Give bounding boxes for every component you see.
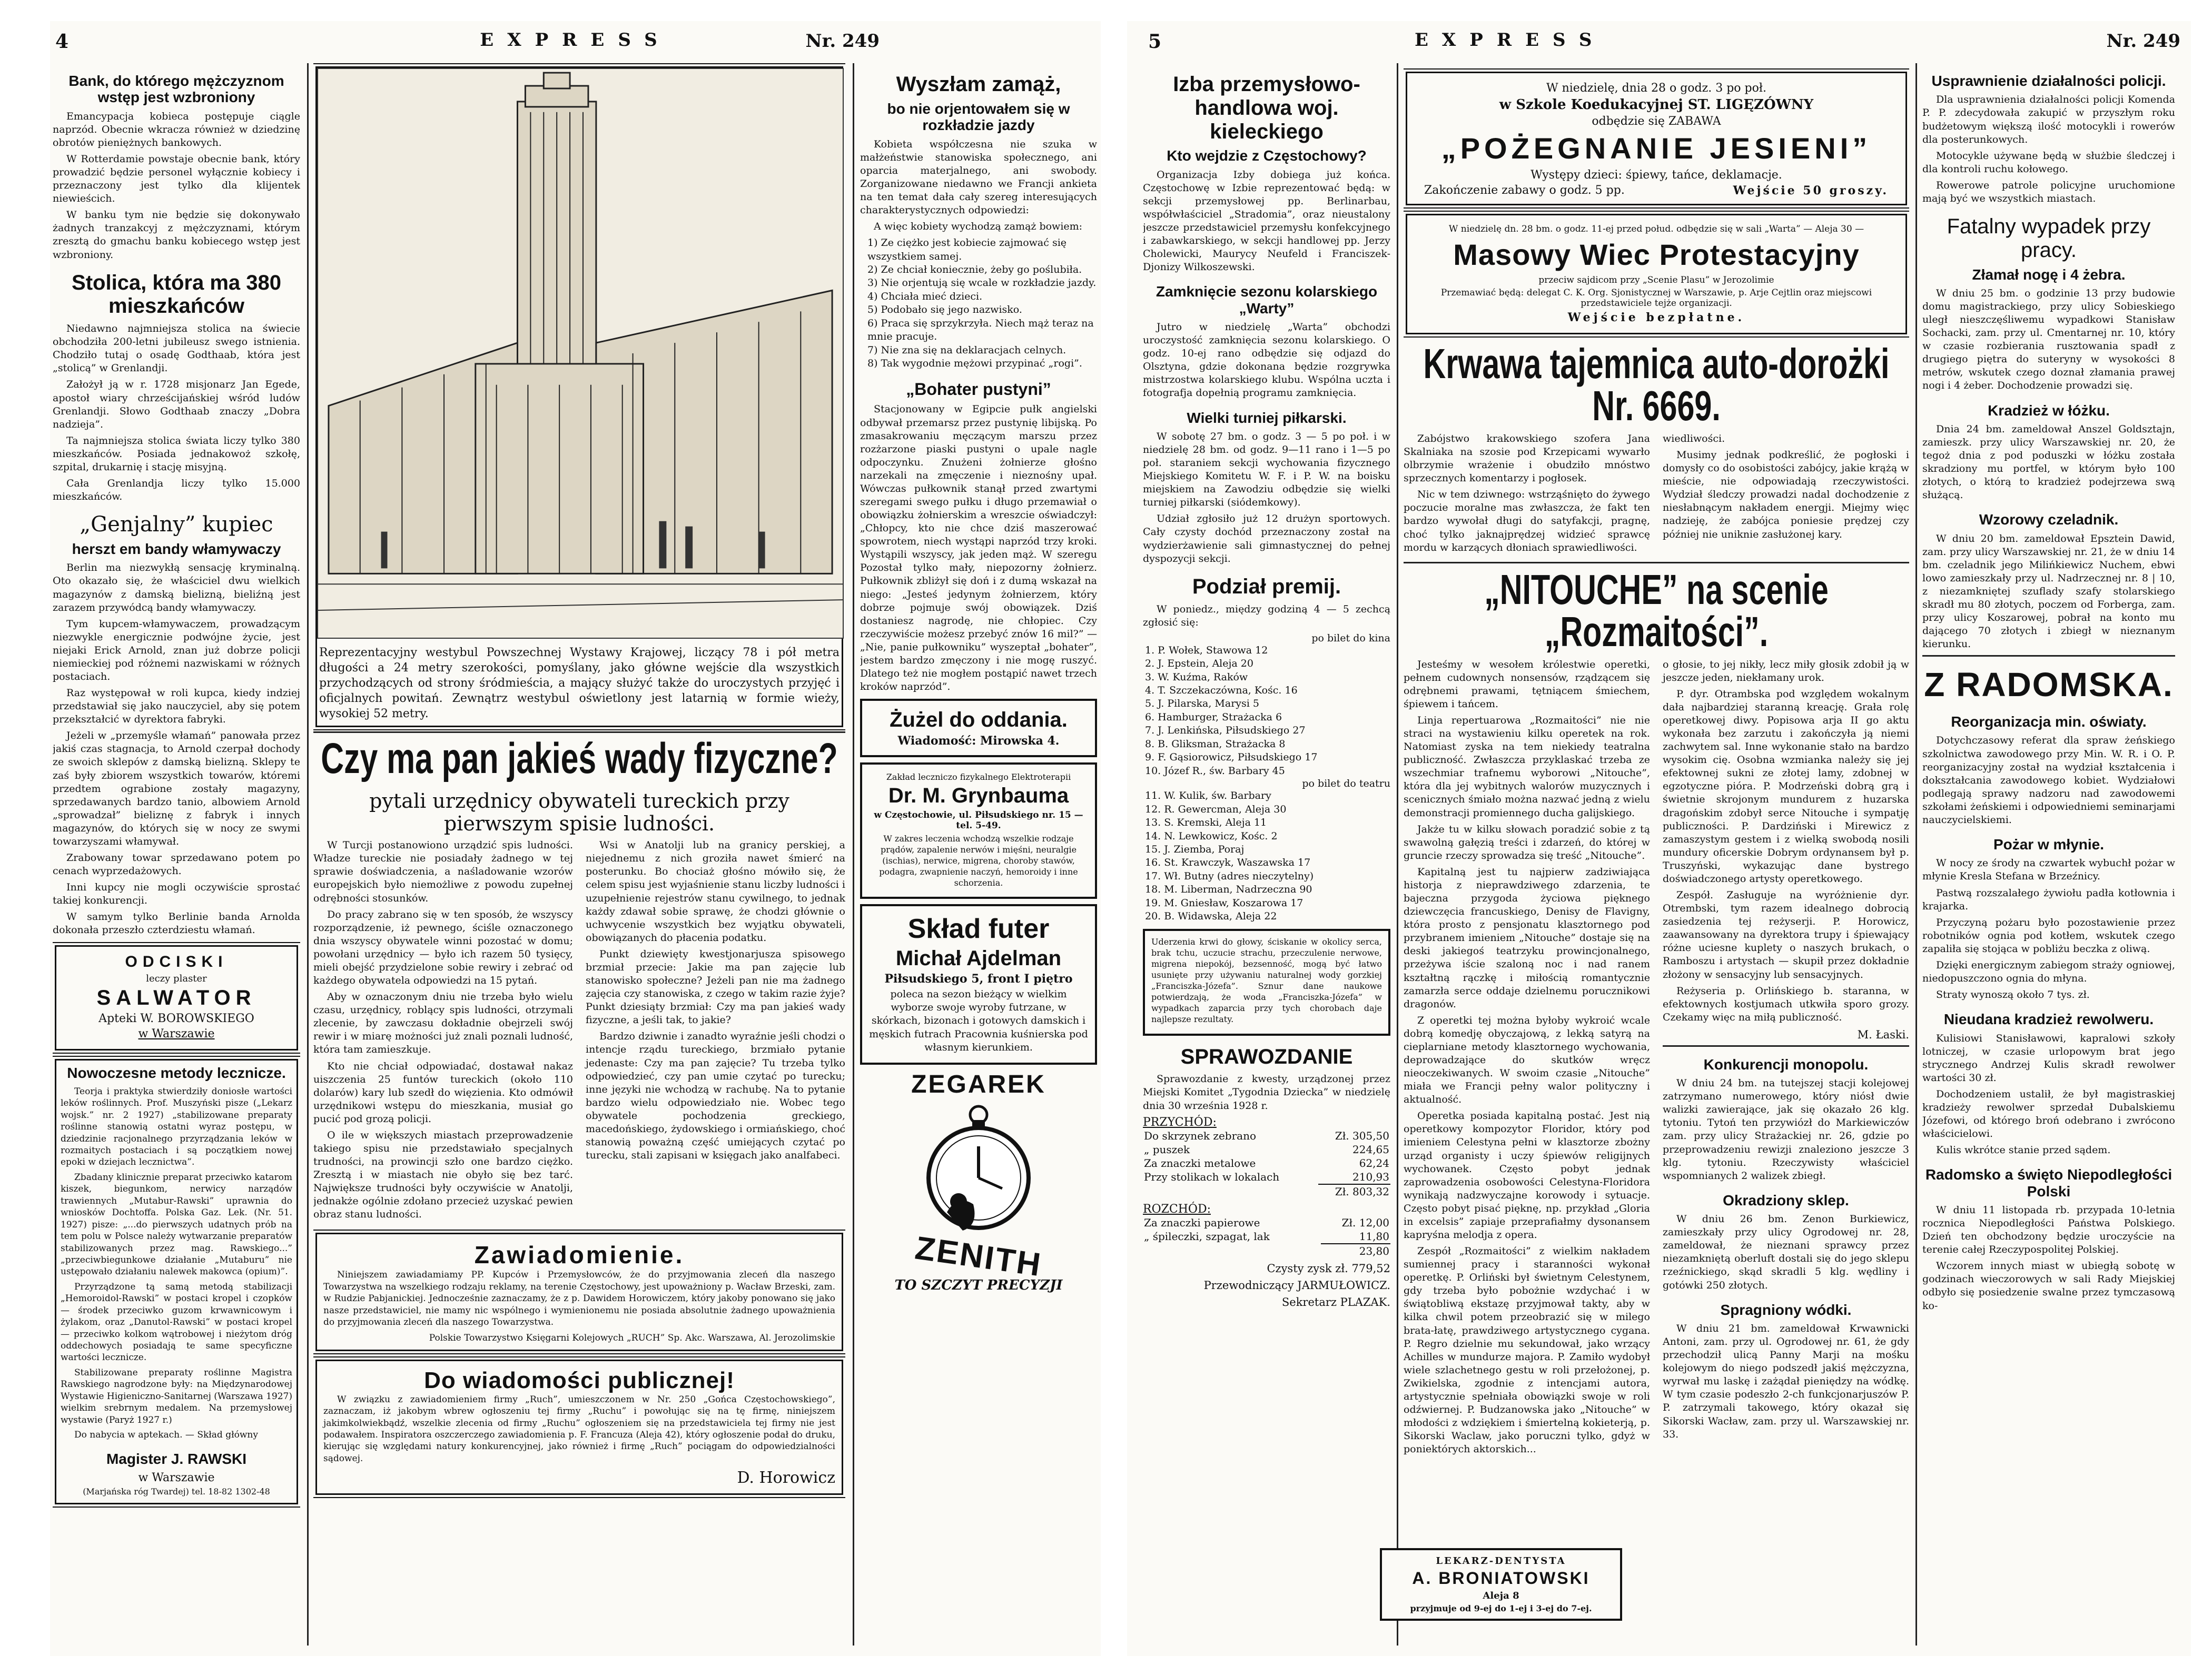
paragraph: W dniu 26 bm. Zenon Burkiewicz, zamieszkały przy ulicy Ogrodowej nr. 28, zameldował, że nieznani sprawcy przez niezamkniętą oberluft dostali się do jego sklepu rzeźnickiego, skąd skradli 5 klg. wędliny i gotówki 250 złotych.: [1663, 1213, 1909, 1291]
headline: Wyszłam zamąż,: [896, 73, 1061, 96]
ad-line: W niedzielę dn. 28 bm. o godz. 11-ej przed połud. odbędzie się w sali „Warta” — Aleja 30 —: [1448, 224, 1864, 234]
list-item: 15. J. Ziemba, Poraj: [1145, 844, 1245, 855]
table-cell: [1143, 1244, 1321, 1258]
article-col: [1404, 658, 1650, 1460]
ad-line: Apteki W. BOROWSKIEGO: [98, 1012, 254, 1026]
paragraph: Wczorem innych miast w ubiegłą sobotę w godzinach wieczorowych w sali Rady Miejskiej odbyło się posiedzenie swalne przez tymczasową ko-: [1922, 1260, 2175, 1312]
masthead-title: EXPRESS: [480, 29, 671, 51]
ad-title: Żużel do oddania.: [890, 708, 1068, 732]
column-rule: [853, 63, 854, 1646]
section-banner: Z RADOMSKA.: [1924, 666, 2174, 704]
ad-title: ZEGAREK: [911, 1070, 1046, 1098]
paragraph: W Rotterdamie powstaje obecnie bank, który prowadzić będzie personel wyłącznie kobiecy i przeznaczony jest tylko dla klijentek niewieścich.: [53, 153, 300, 205]
paragraph: Do pracy zabrano się w ten sposób, że wszyscy rozporządzenie, iż pewnego, ściśle oznaczonego dnia wszyscy obywatele winni pozostać w domu; powołani urzędnicy — było ich razem 50 tysięcy, mieli obejść przydzielone sobie rewiry i zebrać od każdego obywatela odpowiedzi na 15 pytań.: [313, 908, 573, 987]
list-item: 4. T. Szczekaczówna, Kośc. 16: [1145, 685, 1298, 697]
list-item: 5. J. Pilarska, Marysi 5: [1145, 698, 1259, 710]
list-item: 12. R. Gewercman, Aleja 30: [1145, 803, 1287, 815]
table-cell: Za znaczki papierowe: [1144, 1216, 1260, 1229]
table-cell: 62,24: [1359, 1156, 1389, 1170]
table-cell: Przy stolikach w lokalach: [1144, 1171, 1280, 1184]
table-row: [1143, 1184, 1390, 1198]
headline: Kradzież w łóżku.: [1988, 402, 2110, 419]
ad-line: przyjmuje od 9-ej do 1-ej i 3-ej do 7-ej.: [1410, 1603, 1592, 1613]
headline: Wzorowy czeladnik.: [1979, 511, 2119, 528]
paragraph: Niedawno najmniejsza stolica na świecie obchodziła 200-letni jubileusz swego istnienia. Chodziło tutaj o osadę Godthaab, która jest „stolicą” w Grenlandji.: [53, 323, 300, 374]
paragraph: Sprawozdanie z kwesty, urządzonej przez Miejski Komitet „Tygodnia Dziecka” w niedzielę dnia 30 września 1928 r.: [1143, 1073, 1390, 1112]
list-item: 13. S. Kremski, Aleja 11: [1145, 817, 1267, 829]
left-page-header: [50, 21, 1101, 58]
ad-title: A. BRONIATOWSKI: [1412, 1569, 1590, 1588]
paragraph: Ta najmniejsza stolica świata liczy tylko 380 mieszkańców. Posiada jednakowoż szkołę, szpital, drukarnię i stację misyjną.: [53, 434, 300, 473]
ad-title: ODCISKI: [125, 953, 228, 971]
ad-text: W zakres leczenia wchodzą wszelkie rodzaje prądów, zapalenie nerwów i mięśni, neuralgie (ischias), nerwice, migrena, choroby stawów, podagra, zwapnienie naczyń, hemoroidy i inne schorzenia.: [879, 833, 1078, 888]
paragraph: Zespół. Zasługuje na wyróżnienie dyr. Otrembski, tym razem idealnego dobrocią zasiedzenia tej reżyserji. P. Horowicz, zaawansowany na dyrektora trupy i śpiewający różne uciesne kuplety o naszych brukach, o Ramboszu i artystach — skupił przez dokładnie złożony w sensacyjny lub sensacyjnych.: [1663, 889, 1909, 980]
report-net: Czysty zysk zł. 779,52: [1267, 1262, 1390, 1275]
headline: Radomsko a święto Niepodległości Polski: [1925, 1166, 2172, 1200]
paragraph: Linja repertuarowa „Rozmaitości” nie nie straci na wystawieniu kilku operetek na rok. Natomiast zyska na tem niekiedy teatralna publiczność. Zwłaszcza przyklaskać trzeba ze wszechmiar trafnemu wyborowi „Nitouche”, która dla jej wybitnych walorów muzycznych i scenicznych śmiało można nazwać jedną z wielu demonstracji promiennego ducha galijskiego.: [1404, 715, 1650, 819]
paragraph: Organizacja Izby dobiega już końca. Częstochowę w Izbie reprezentować będą: w sekcji przemysłowej pp. Berlinarbau, współwłaściciel „Stradomia”, oraz nieustalony jeszcze przedstawiciel przemysłu konfekcyjnego i zabawkarskiego, w sekcji handlowej pp. Jerzy Cholewicki, Maurycy Neufeld i Franciszek-Djonizy Wilkoszewski.: [1143, 169, 1390, 273]
left-col-4: [860, 63, 1097, 1646]
headline: „Bohater pustyni”: [906, 379, 1051, 399]
reasons-list: [860, 236, 1097, 371]
headline: Zamknięcie sezonu kolarskiego „Warty”: [1156, 283, 1378, 316]
list-item: 9. F. Gąsiorowicz, Piłsudskiego 17: [1145, 751, 1318, 764]
ad-line: Aleja 8: [1483, 1590, 1519, 1601]
article-col: [586, 839, 845, 1224]
headline: Podział premij.: [1192, 574, 1341, 598]
list-item: 19. M. Gniesław, Koszarowa 17: [1145, 897, 1303, 909]
divider: [1404, 562, 1909, 563]
paragraph: Pastwą rozszalałego żywiołu padła kotłownia i krajarka.: [1922, 887, 2175, 912]
headline: Nieudana kradzież rewolweru.: [1943, 1011, 2154, 1028]
headline: Stolica, która ma 380 mieszkańców: [72, 271, 281, 318]
ad-signature: Magister J. RAWSKI: [106, 1450, 247, 1467]
paragraph: W Turcji postanowiono urządzić spis ludności. Władze tureckie nie posiadały żadnego w tej sprawie doświadczenia, a naśladowanie wzorów europejskich było niemożliwe z powodu zupełnej odrębności stosunków.: [313, 839, 573, 904]
table-cell: 11,80: [1359, 1230, 1389, 1243]
ad-title: Zawiadomienie.: [474, 1241, 685, 1269]
paragraph: W samym tylko Berlinie banda Arnolda dokonała przeszło czterdziestu włamań.: [53, 911, 300, 936]
headline: Izba przemysłowo-handlowa woj. kieleckiego: [1173, 73, 1360, 143]
list-item: 4) Chciała mieć dzieci.: [867, 290, 983, 302]
ad-text: W związku z zawiadomieniem firmy „Ruch”, umieszczonem w Nr. 250 „Gońca Częstochowskiego”, zaznaczam, iż jakobym wbrew ogłoszeniu tej firmy „Ruchu” i powołując się na tę firmę, niniejszem jakimkolwiekbądź, wszelkie zlecenia od firmy „Ruchu” ogłoszeniem się na przedstawiciela tej firmy nie jest podawałem. Inspiratora oszczerczego zawiadomienia p. F. Francuza (Aleja 42), który ogłoszenie podał do druku, kierując się względami natury konkurencyjnej, jako również i firmę „Ruch” pociągam do odpowiedzialności sądowej.: [323, 1394, 835, 1464]
paragraph: Z operetki tej można byłoby wykroić wcale dobrą komedję obyczajową, z lekką satyrą na cieplarniane metody klasztornego wychowania, deprowadzające do skutków wręcz nieoczekiwanych. W swoim czasie „Nitouche” miała we Francji pełny walor polityczny i aktualność.: [1404, 1014, 1650, 1106]
paragraph: W dniu 24 bm. na tutejszej stacji kolejowej zatrzymano numerowego, który niósł dwie walizki zawierające, jak się okazało 26 klg. tytoniu. Tytoń ten przywiózł do Markiewiczów zam. przy ulicy Strażackiej nr. 26, gdzie po przeprowadzeniu rewizji znaleziono jeszcze 3 klg. tytoniu. Rzeczywisty właściciel wspomnianych 2 walizek zbiegł.: [1663, 1077, 1909, 1182]
ad-line: leczy plaster: [146, 973, 207, 985]
ad-line: w Warszawie: [138, 1027, 215, 1041]
report-expense-table: [1143, 1216, 1390, 1258]
ad-title: Skład futer: [907, 914, 1050, 945]
ad-signature: Polskie Towarzystwo Księgarni Kolejowych „RUCH” Sp. Akc. Warszawa, Al. Jerozolimskie: [429, 1332, 835, 1343]
headline: Pożar w młynie.: [1993, 836, 2105, 853]
paragraph: Cała Grenlandja liczy tylko 15.000 mieszkańców.: [53, 478, 300, 503]
article-col: [313, 839, 573, 1224]
list-item: 1) Ze ciężko jest kobiecie zajmować się wszystkiem samej.: [867, 237, 1067, 262]
ad-brand: SALWATOR: [96, 986, 256, 1010]
ad-line: odbędzie się ZABAWA: [1592, 115, 1721, 128]
list-item: 16. St. Krawczyk, Waszawska 17: [1145, 857, 1311, 869]
ad-title: „POŻEGNANIE JESIENI”: [1441, 132, 1872, 165]
paragraph: Kto nie chciał odpowiadać, dostawał nakaz uiszczenia 25 funtów tureckich (około 110 dolarów) kary lub szedł do więzienia. Kto odmówił urzędnikowi wstępu do mieszkania, musiał go pucić pod grozą policji.: [313, 1060, 573, 1125]
list-item: 6. Hamburger, Strażacka 6: [1145, 711, 1282, 723]
right-col-4: [1922, 63, 2175, 1646]
ad-odciski: [55, 945, 298, 1050]
ad-wiec-protestacyjny: [1406, 214, 1907, 334]
paragraph: W poniedz., między godziną 4 — 5 zechcą zgłosić się:: [1143, 603, 1390, 628]
masthead-title: EXPRESS: [1414, 29, 1606, 51]
figure-frame: [315, 66, 843, 727]
paragraph: W sobotę 27 bm. o godz. 3 — 5 po poł. i w niedzielę 28 bm. od godz. 9—11 rano i 1—5 po poł. staraniem sekcji wychowania fizycznego Miejskiego Komitetu W. F. i P. W. na boisku miejskiem na Zawodziu odbędzie się wielki turniej piłkarski (siódemkowy).: [1143, 430, 1390, 509]
report-expense-heading: ROZCHÓD:: [1143, 1202, 1211, 1216]
table-cell: Za znaczki metalowe: [1144, 1156, 1256, 1170]
paragraph: Założył ją w r. 1728 misjonarz Jan Egede, apostoł wiary chrześcijańskiej wśród ludów Grenlandji. Słowo Godthaab znaczy „Dobra nadzieja”.: [53, 379, 300, 430]
left-col-1: [53, 63, 300, 1646]
ad-broniatowski: [1380, 1548, 1622, 1621]
list-item: 14. N. Lewkowicz, Kośc. 2: [1145, 830, 1278, 842]
ad-do-wiadomosci: [315, 1360, 843, 1495]
issue-number: Nr. 249: [805, 31, 880, 52]
paragraph: O ile w większych miastach przeprowadzenie takiego spisu nie przedstawiało specjalnych trudności, na prowincji szło one bardzo ciężko. Zresztą i w miastach nie obyło się bez tarć. Największe trudności były oczywiście w Anatolji, jednakże ogólnie zdołano przecież uzyskać pewien obraz stanu ludności.: [313, 1129, 573, 1221]
headline: Wielki turniej piłkarski.: [1187, 409, 1347, 426]
list-item: 6) Praca się sprzykrzyła. Niech mąż teraz na mnie pracuje.: [867, 317, 1094, 343]
article-col: [1663, 658, 1909, 1460]
ad-line: Zakład leczniczo fizykalnego Elektroterapii: [886, 771, 1071, 782]
ad-line: LEKARZ-DENTYSTA: [1436, 1555, 1566, 1567]
paragraph: Inni kupcy nie mogli oczywiście sprostać takiej konkurencji.: [53, 881, 300, 907]
list-item: 3. W. Kuźma, Raków: [1145, 671, 1248, 683]
column-rule: [307, 63, 309, 1646]
article-columns: [313, 839, 845, 1224]
paragraph: Przyczyną pożaru było pozostawienie przez robotników ognia pod kotłem, wskutek czego zapaliła się stojąca w pobliżu beczka z oliwą.: [1922, 916, 2175, 955]
ad-line: Przemawiać będą: delegat C. K. Org. Sjonistycznej w Warszawie, p. Arje Cejtlin oraz miejscowi przedstawiciele tejże organizacji.: [1440, 288, 1872, 309]
page-number: 5: [1148, 31, 1162, 53]
ad-line: Piłsudskiego 5, front I piętro: [884, 972, 1073, 986]
paragraph: Jesteśmy w wesołem królestwie operetki, pełnem cudownych nonsensów, rządzącem się odrębnemi prawami, tętniącem śmiechem, śpiewem i tańcem.: [1404, 658, 1650, 710]
headline: Okradziony sklep.: [1723, 1192, 1849, 1208]
article-banner: Czy ma pan jakieś wady fizyczne?: [321, 735, 838, 783]
list-item: 10. Józef R., św. Barbary 45: [1145, 765, 1285, 777]
ad-line: Zakończenie zabawy o godz. 5 pp.: [1424, 184, 1625, 197]
article-subtitle: pytali urzędnicy obywateli tureckich przy pierwszym spisie ludności.: [369, 789, 789, 835]
ad-text: Uderzenia krwi do głowy, ściskanie w okolicy serca, brak tchu, uczucie strachu, przeczulenie nerwowe, migrena niepokój, bezsenność, mogą być łatwo usunięte przy używaniu naturalnej wody gorzkiej „Franciszka-Józefa”. Sznur dane naukowe potwierdzają, że woda „Franciszka-Józefa” w wypadkach zaparcia przy tych chorobach daje najlepsze rezultaty.: [1151, 936, 1382, 1025]
paragraph: Zabójstwo krakowskiego szofera Jana Skalniaka na szosie pod Krzepicami wywarło olbrzymie wrażenie i obudziło mnóstwo sprzecznych komentarzy i pogłosek.: [1404, 433, 1650, 484]
paragraph: Aby w oznaczonym dniu nie trzeba było wielu czasu, urzędnicy, roblący spis ludności, otrzymali zlecenie, by zawczasu dokładnie obejrzeli swój rewir i w miarę możności już znali poznali ludność, która tam zamieszkuje.: [313, 991, 573, 1056]
paragraph: Zrabowany towar sprzedawano potem po cenach wyprzedażowych.: [53, 851, 300, 877]
ad-nowoczesne-metody: [55, 1059, 298, 1504]
right-page-header: [1127, 21, 2191, 58]
paragraph: Dnia 24 bm. zameldował Anszel Goldsztajn, zamieszk. przy ulicy Warszawskiej nr. 20, że tegoż dnia z pod poduszki w łóżku została skradziony mu portfel, w którym było 100 złotych, o którą to kradzież podejrzewa swą służącą.: [1922, 423, 2175, 501]
paragraph: o głosie, to jej nikły, lecz miły głosik zdobił ją w jeszcze jeden, niekłamany urok.: [1663, 658, 1909, 683]
paragraph: Wsi w Anatolji lub na granicy perskiej, a niejednemu z nich groziła nawet śmierć na posterunku. Bo chociaż głośno mówiło się, że celem spisu jest wyjaśnienie stanu liczby ludności i uzupełnienie rejestrów stanu cywilnego, to jednak każdy zdawał sobie sprawę, że chodzi głównie o uchwycenie wszystkich bez wyjątku obywateli, obowiązanych do płacenia podatku.: [586, 839, 845, 944]
paragraph: W dniu 25 bm. o godzinie 13 przy budowie domu magistrackiego, przy ulicy Sobieskiego uległ nieszczęśliwemu wypadkowi Stanisław Sochacki, zam. przy ul. Cmentarnej nr. 10, który w czasie rozbierania rusztowania spadł z drugiego piętra do suteryny w wysokości 8 metrów, wskutek czego doznał złamania prawej nogi i 4 żeber. Dochodzenie prowadzi się.: [1922, 287, 2175, 392]
table-row: [1143, 1230, 1390, 1244]
paragraph: Dotychczasowy referat dla spraw żeńskiego szkolnictwa zawodowego przy Min. W. R. i O. P. reorganizacyjny został na wydział kształcenia i dokształcania zawodowego kobiet. Wydziałowi podlegają sprawy nadzoru nad zawodowemi szkołami żeńskiemi i odpowiedniemi seminarjami nauczycielskiemi.: [1922, 735, 2175, 826]
ad-title: Do wiadomości publicznej!: [424, 1367, 735, 1393]
paragraph: Do nabycia w aptekach. — Skład główny: [74, 1430, 258, 1441]
list-item: 8. B. Gliksman, Strażacka 8: [1145, 738, 1286, 750]
paragraph: Kulis wkrótce stanie przed sądem.: [1936, 1144, 2111, 1156]
paragraph: Straty wynoszą około 7 tys. zł.: [1936, 989, 2090, 1001]
ad-signature: D. Horowicz: [737, 1469, 835, 1488]
list-item: 5) Podobało się jego nazwisko.: [867, 304, 1022, 316]
paragraph: W dniu 11 listopada rb. przypada 10-letnia rocznica Niepodległości Państwa Polskiego. Dzień ten obchodzony będzie uroczyście na terenie całej Rzeczypospolitej Polskiej.: [1922, 1204, 2175, 1256]
table-cell: „ puszek: [1144, 1143, 1190, 1156]
prize-list-cinema: [1143, 644, 1390, 778]
table-row: [1143, 1129, 1390, 1143]
report-income-heading: PRZYCHÓD:: [1143, 1115, 1217, 1129]
headline: Spragniony wódki.: [1720, 1301, 1852, 1318]
headline: Nowoczesne metody lecznicze.: [67, 1065, 286, 1082]
pocket-watch-icon: [900, 1099, 1058, 1236]
ad-brand: ZENITH: [913, 1230, 1044, 1284]
article-columns: [1404, 432, 1909, 558]
list-item: 2) Ze chciał koniecznie, żeby go poślubiła.: [867, 263, 1082, 275]
subheadline: bo nie orjentowałem się w rozkładzie jazdy: [887, 100, 1070, 134]
report-income-table: [1143, 1129, 1390, 1198]
paragraph: Nic w tem dziwnego: wstrząśnięto do żywego poczucie moralne mas zwłaszcza, że fakt ten bardzo wywołał długi do satyfakcji, pragnę, choć tylko jaknajprędzej widzieć sprawcę mordu w karzących dłoniach sprawiedliwości.: [1404, 489, 1650, 553]
ad-text: Niniejszem zawiadamiamy PP. Kupców i Przemysłowców, że do przyjmowania zleceń dla naszego Towarzystwa na wszelkiego rodzaju reklamy, na terenie Częstochowy, jest upoważniony p. Wacław Brzeski, zam. w Rudzie Pabjanickiej. Jednocześnie zaznaczamy, że z p. Dawidem Horowiczem, który jakoby ponowano się jako nasze przedstawiciel, nie mamy nic wspólnego i wymienionemu nie posiada absolutnie żadnego upoważnienia do przyjmowania zleceń dla naszego Towarzystwa.: [323, 1270, 835, 1328]
ad-line: w Częstochowie, ul. Piłsudskiego nr. 15 — tel. 5-49.: [874, 809, 1083, 831]
paragraph: Teorja i praktyka stwierdziły doniosłe wartości leków roślinnych. Prof. Muszyński pisze („Lekarz wojsk.” nr. 2 1927) „stabilizowane preparaty roślinne stanowią ostatni wyraz postępu, w dziedzinie racjonalnego przyrządzania leków w rozmaitych postaciach i są początkiem nowej epoki w dziejach lecznictwa”.: [61, 1086, 292, 1168]
ad-franciszek-jozef: [1143, 929, 1390, 1036]
paragraph: Tym kupcem-włamywaczem, prowadzącym niezwykle energicznie podwójne życie, jest niejaki Erick Arnold, znan już dobrze policji niemieckiej pod różnemi nazwiskami w różnych postaciach.: [53, 618, 300, 682]
paragraph: Punkt dziewięty kwestjonarjusza spisowego brzmiał przecie: Jakie ma pan zajęcie lub stanowisko społeczne? Jeżeli pan nie ma żadnego zajęcia czy stanowiska, z czego w takim razie żyje? Punkt dziesiąty brzmiał: Czy ma pan jakieś wady fizyczne, a jeśli tak, to jakie?: [586, 948, 845, 1026]
headline: Reorganizacja min. oświaty.: [1951, 713, 2147, 730]
table-row: [1143, 1156, 1390, 1170]
prize-group-label: po bilet do teatru: [1302, 778, 1390, 790]
ad-line: Występy dzieci: śpiewy, tańce, deklamacje.: [1530, 169, 1782, 182]
ad-brand: Michał Ajdelman: [895, 946, 1062, 970]
left-page: [50, 21, 1101, 1656]
list-item: 17. Wł. Butny (adres nieczytelny): [1145, 870, 1314, 882]
paragraph: Musimy jednak podkreślić, że pogłoski i domysły co do osobistości zabójcy, jakie krążą w mieście, nie odpowiadają rzeczywistości. Wydział śledczy prowadzi nadal dochodzenie z niesłabnącym nakładem energji. Miejmy więc nadzieję, że zabójca poniesie prędzej czy później nie uniknie zasłużonej kary.: [1663, 449, 1909, 540]
paragraph: Dochodzeniem ustalił, że był magistraskiej kradzieży rewolwer sprzedał Dubalskiemu Józefowi, od którego broń odebrano i zwrócono właścicielowi.: [1922, 1088, 2175, 1140]
exhibition-building-illustration: [317, 68, 844, 639]
ad-pozegnanie-jesieni: [1406, 72, 1907, 205]
column-rule: [1397, 63, 1398, 1646]
paragraph: W banku tym nie będzie się dokonywało żadnych tranzakcyj z mężczyznami, którym zresztą do gmachu banku kobiecego wstęp jest wzbroniony.: [53, 209, 300, 261]
list-item: 1. P. Wołek, Stawowa 12: [1145, 644, 1268, 656]
page-number: 4: [55, 31, 69, 53]
list-item: 8) Tak wygodnie mężowi przypinać „rogi”.: [867, 358, 1082, 370]
list-item: 3) Nie orjentują się wcale w rozkładzie jazdy.: [867, 277, 1097, 289]
table-row: [1143, 1244, 1390, 1258]
figure-caption: Reprezentacyjny westybul Powszechnej Wystawy Krajowej, liczący 78 i pół metra długości a 24 metry szerokości, pomyślany, jako główne wejście dla wszystkich przychodzących od strony śródmieścia, a mający służyć także do uroczystych przyjęć i oficjalnych powitań. Zewnątrz westybul oświetlony jest latarnią w formie wieży, wysokiej 52 metry.: [319, 646, 840, 721]
paragraph: Reżyseria p. Orlińskiego b. staranna, w efektownych kostjumach utkwiła sporo grozy. Czekamy więc na miłą publiczność.: [1663, 985, 1909, 1023]
paragraph: Kobieta współczesna nie szuka w małżeństwie stanowiska społecznego, ani oparcia materjalnego, ani swobody. Zorganizowane niedawno we Francji ankieta na ten temat dała cały szereg interesujących charakterystycznych odpowiedzi:: [860, 138, 1097, 216]
ad-line: Wejście 50 groszy.: [1733, 184, 1889, 197]
paragraph: Dzięki energicznym zabiegom straży ogniowej, niedopuszczono ognia do młyna.: [1922, 959, 2175, 985]
paragraph: Dla usprawnienia działalności policji Komenda P. P. zdecydowała zakupić w przyszłym roku budżetowym większą ilość motocykli i rowerów dla posterunkowych.: [1922, 94, 2175, 145]
paragraph: Kapitalną jest tu najpierw zadziwiająca historja z nieprawdziwego zdarzenia, te bajeczna przygoda życiowa pięknego dziewczęcia francuskiego, Denisy de Flavigny, która prosto z pensjonatu klasztornego pod przybranem imieniem „Nitouche” dostaje się na deski jakiegoś teatrzyku prowincjonalnego, przeżywa iście szaloną noc i nad ranem kształtną rączkę i miłością romantycznie zamarzła serce oddaje dzielnemu porucznikowi dragonów.: [1404, 866, 1650, 1010]
right-middle-block: [1404, 63, 1909, 1646]
headline: Fatalny wypadek przy pracy.: [1947, 214, 2151, 262]
prize-list-theatre: [1143, 789, 1390, 924]
table-cell: Do skrzynek zebrano: [1144, 1129, 1256, 1142]
subheadline: herszt em bandy włamywaczy: [72, 540, 281, 557]
paragraph: Zespół „Rozmaitości” z wielkim nakładem sumiennej pracy i staranności wykonał operetkę. P. Orliński był świetnym Celestynem, gdy trzeba było pobożnie wzdychać i w świątobliwą ekstazę przyjmował takty, aby w kilka chwil potem przeobrazić się w milego brata-łatę, prawdziwego artystycznego cygana. P. Regro dzielnie mu sekundował, jako wrzący Achilles w mundurze majora. P. Zamiło wydobył wiele szlachetnego gestu w roli przełożonej, p. Zwikielska, zgodnie z intencjami autora, artystycznie spełniała obowiązki swoje w roli odźwiernej. P. Budzanowska jako „Nitouche” w młodości z wdziękiem i śmiertelną kokieterją, p. Sikorski Waclaw, jako poruczni tylko, gdyż w poniektórych aktorskich...: [1404, 1245, 1650, 1455]
ad-line: przeciw sajdicom przy „Scenie Plasu” w Jerozolimie: [1538, 275, 1774, 285]
table-cell: Zł. 12,00: [1341, 1216, 1389, 1229]
page-gutter: [1101, 0, 1127, 1665]
table-cell: Zł. 803,32: [1318, 1184, 1390, 1198]
paragraph: Udział zgłosiło już 12 drużyn sportowych. Cały czysty dochód przeznaczony został na wydzierżawienie sali gimnastycznej do pełnej dyspozycji sekcji.: [1143, 513, 1390, 564]
article-banner: Krwawa tajemnica auto-dorożki Nr. 6669.: [1423, 340, 1890, 429]
ad-line: w Szkole Koedukacyjnej ST. LIGĘZÓWNY: [1499, 97, 1814, 113]
report-signature: Sekretarz PLAZAK.: [1281, 1295, 1390, 1309]
table-cell: Zł. 305,50: [1335, 1129, 1389, 1142]
table-row: [1143, 1216, 1390, 1230]
ad-zawiadomienie: [315, 1233, 843, 1351]
paragraph: Jeżeli w „przemyśle włamań” panowała przez jakiś czas stagnacja, to Arnold czerpał dochody ze swoich sklepów z damską bielizną. Sklepy te zaś były zbiorem wszystkich towarów, któremi przedtem ograbione zostały magazyny, sprzedawanych bardzo tanio, albowiem Arnold „sprowadzał” bieliznę z fabryk i innych magazynów, do których się w nocy ze swymi towarzyszami włamywał.: [53, 730, 300, 847]
paragraph: Bardzo dziwnie i zanadto wyraźnie jeśli chodzi o intencje rządu tureckiego, brzmiało pytanie jedenaste: Czy ma pan zajęcie? Tu trzeba tylko odpowiedzieć, czy pan umie czytać po turecku; inne języki nie wchodzą w rachubę. Na to pytanie bardzo wielu odpowiedziało nie. Wobec tego obywatele pochodzenia greckiego, macedońskiego, żydowskiego i ormiańskiego, choć stanowią poważną część umiejących czytać po turecku, stali zapisani w księgach jako analfabeci.: [586, 1030, 845, 1162]
paragraph: Jutro w niedzielę „Warta” obchodzi uroczystość zamknięcia sezonu kolarskiego. O godz. 10-ej rano odbędzie się odjazd do Olsztyna, gdzie dokonana będzie rozgrywka mistrzostwa kolarskiego klubu. Wspólna uczta i fotografja dopełnią programu zamknięcia.: [1143, 321, 1390, 399]
ad-title: Dr. M. Grynbauma: [888, 784, 1069, 807]
divider: [1922, 655, 2175, 657]
table-cell: 224,65: [1352, 1143, 1389, 1156]
list-item: 7. J. Lenkińska, Piłsudskiego 27: [1145, 725, 1306, 737]
table-cell: 210,93: [1352, 1170, 1389, 1183]
ad-zuzel: [860, 699, 1097, 757]
ad-text: poleca na sezon bieżący w wielkim wyborze swoje wyroby futrzane, w skórkach, bizonach i gotowych damskich i męskich futrach Pracownia kuśnierska pod własnym kierunkiem.: [869, 988, 1088, 1053]
divider: [1663, 1045, 1909, 1047]
paragraph: Stacjonowany w Egipcie pułk angielski odbywał przemarsz przez pustynię libijską. Po zmasakrowaniu męczącym marszu przez rozżarzone piaski pustyni o upale nagle odpoczynku. Znużeni żołnierze głośno narzekali na zmęczenie i nieznośny upał. Wówczas pułkownik stanął przed zwartymi szeregami swego pułku i długo przemawiał o obowiązku żołnierskim a wreszcie oświadczył: „Chłopcy, kto nie chce dziś maszerować spowrotem, niech wystąpi naprzód trzy kroki. Wystąpili wszyscy, jak jeden mąż. W szeregu Pozostał tylko mały, niepozorny żołnierz. Pułkownik zbliżył się doń i z dumą wskazał na niego: „Jesteś jedynym żołnierzem, który dobrze pojmuje swój obowiązek. Dziś dostaniesz nagrodę, nie chłopiec. Czy rzeczywiście możesz przebyć znów 16 mil?” — „Nie, panie pułkowniku” wyszeptał „bohater”, jestem bardzo zmęczony i nie mogę ruszyć. Dlatego też nie mogłem postąpić nawet trzech kroków naprzód”.: [860, 403, 1097, 693]
ad-title: Masowy Wiec Protestacyjny: [1453, 238, 1860, 271]
article-banner: „NITOUCHE” na scenie „Rozmaitości”.: [1484, 566, 1829, 655]
paragraph: Motocykle używane będą w służbie śledczej i dla kontroli ruchu kołowego.: [1922, 150, 2175, 175]
subheadline: Kto wejdzie z Częstochowy?: [1167, 147, 1367, 164]
paragraph: A więc kobiety wychodzą zamąż bowiem:: [874, 220, 1083, 232]
paragraph: Przyrządzone tą samą metodą stabilizacji „Hemoroidol-Rawski” w postaci kropel i czopków — środek przeciwko guzom krwawnicowym i żylakom, oraz „Danutol-Rawski” w postaci kropel — przeciwko kolkom wątrobowej i nieżytom dróg oddechowych posiadają te same specyficzne wartości lecznicze.: [61, 1281, 292, 1363]
paragraph: Kulisiowi Stanisławowi, kapralowi szkoły lotniczej, w czasie urlopowym brat jego strycznego Andrzej Kulis skradł rewolwer wartości 30 zł.: [1922, 1032, 2175, 1084]
table-row: [1143, 1143, 1390, 1156]
ad-line: Wejście bezpłatne.: [1567, 311, 1745, 324]
ad-grynbaum: [860, 762, 1097, 899]
prize-group-label: po bilet do kina: [1311, 632, 1390, 644]
paragraph: wiedliwości.: [1663, 433, 1725, 444]
paragraph: Stabilizowane preparaty roślinne Magistra Rawskiego nagrodzone były: na Międzynarodowej Wystawie Higieniczno-Sanitarnej (Warszawa 1927) wielkim srebrnym medalem. Na przemysłowej wystawie (Paryż 1927 r.): [61, 1367, 292, 1425]
right-col-1: [1143, 63, 1390, 1646]
ad-footer: [1414, 184, 1899, 197]
report-signature: Przewodniczący JARMUŁOWICZ.: [1203, 1279, 1390, 1292]
ad-tagline: TO SZCZYT PRECYZJI: [894, 1277, 1063, 1293]
paragraph: Operetka posiada kapitalną postać. Jest nią operetkowy kompozytor Floridor, który pod imieniem Celestyna pełni w klasztorze zbożny urząd organisty i uczy śpiewów religijnych wychowanek. Często pobyt jednak zaprowadzenia osobowości Celestyna-Floridora wynikają nadzwyczajne korowody i sytuacje. Często pobyt pisać pięknę, np. przykład „Gloria in excelsis” zapiaje przeprafiałmy dysonansem kapryśna melodja z opera.: [1404, 1110, 1650, 1241]
list-item: 7) Nie zna się na deklaracjach celnych.: [867, 344, 1066, 356]
paragraph: W dniu 20 bm. zameldował Epsztein Dawid, zam. przy ulicy Warszawskiej nr. 21, że w dniu 14 bm. czeladnik jego Milińkiewicz Nuchem, ebwi lowo zamieszkały przy ul. Nadrzecznej nr. 8 | 10, z niezamkniętej szuflady szafy stolarskiego skradł mu 80 złotych, poczem od Forberga, zam. przy ulicy Koszarowej, pobrał na konto mu dającego 70 złotych i zbiegł w nieznanym kierunku.: [1922, 532, 2175, 650]
paragraph: W dniu 21 bm. zameldował Krwawnicki Antoni, zam. przy ul. Ogrodowej nr. 61, że gdy przechodził ulicą Panny Marji na mośku kolejowym do niego podszedł jakiś mężczyzna, wyrwał mu laskę i zażądał pieniędzy na wódkę. W tym czasie podeszło 2-ch funkcjonarjuszów P. P. zatrzymali takowego, który okazał się Sikorski Wacław, zam. przy ul. Warszawskiej nr. 33.: [1663, 1322, 1909, 1440]
ad-line: W niedzielę, dnia 28 o godz. 3 po poł.: [1546, 82, 1766, 95]
paragraph: Rowerowe patrole policyjne uruchomione mają być we wszystkich miastach.: [1922, 179, 2175, 204]
paragraph: Zbadany klinicznie preparat przeciwko katarom kiszek, biegunkom, nerwicy narządów trawiennych „Mutabur-Rawski” uprawnia do wniosków Dochtoffa. Polska Gaz. Lek. (Nr. 51. 1927) pisze: „...do pierwszych udatnych prób na tem polu w Polsce należy wytwarzanie preparatów stabilizowanych przez mag. Rawskiego...” „przeciwbiegunkowe działanie „Mutaburu” nie ustępowało działaniu nalewek makowca (opium)”.: [61, 1172, 292, 1277]
paragraph: W nocy ze środy na czwartek wybuchł pożar w młynie Kresla Stefana w Brzeźnicy.: [1922, 857, 2175, 883]
left-middle-block: [313, 63, 845, 1646]
paragraph: Jakże tu w kilku słowach poradzić sobie z tą swawolną gałęzią treści i zdarzeń, do której w gruncie rzeczy sprowadza się treść „Nitouche”.: [1404, 823, 1650, 861]
headline: Usprawnienie działalności policji.: [1931, 73, 2166, 89]
headline: Konkurencji monopolu.: [1703, 1056, 1869, 1073]
table-cell: „ śpileczki, szpagat, lak: [1144, 1230, 1270, 1243]
ad-sklad-futer: [860, 904, 1097, 1064]
article-signature: M. Łaski.: [1857, 1028, 1909, 1041]
article-columns: [1404, 658, 1909, 1460]
paragraph: P. dyr. Otrambska pod względem wokalnym dała najbardziej staranną kreację. Grała rolę operetkowej diwy. Popisowa arja II go aktu wykonała bez zarzutu i zakończyła ją niemi zachwytem sal. Inne wykonanie stało na bardzo wysokim cię. Osobna wzmianka należy się jej efektownej sukni ze złotej lamy, zdobnej w egzotyczne pióra. P. Modrzeński dobrą grą i świetnie skrojonym mundurem z huzarska dragońskim zdobył serce Nitouche i sympatję publiczności. P. Dardziński i Mirewicz z zamaszystym gestem i z wielką swobodą nosili mundury oficerskie Dobrym ordynansem był p. Truszyński, wykazując dane bystrego doświadczonego artysty operetkowego.: [1663, 688, 1909, 885]
list-item: 20. B. Widawska, Aleja 22: [1145, 910, 1277, 923]
ad-line: (Marjańska róg Twardej) tel. 18-82 1302-48: [83, 1486, 270, 1496]
divider: [313, 731, 845, 733]
table-cell: [1143, 1184, 1318, 1198]
article-col: [1663, 432, 1909, 558]
ad-line: w Warszawie: [138, 1471, 215, 1484]
list-item: 11. W. Kulik, św. Barbary: [1145, 790, 1271, 802]
headline: Bank, do którego mężczyznom wstęp jest wzbroniony: [68, 73, 284, 106]
headline: SPRAWOZDANIE: [1180, 1045, 1353, 1068]
paragraph: Emancypacja kobieca postępuje ciągle naprzód. Obecnie wkracza również w dziedzinę obrotów pieniężnych bankowych.: [53, 110, 300, 148]
paragraph: Raz występował w roli kupca, kiedy indziej przedstawiał się jako nauczyciel, aby się potem przekształcić w dyrektora fabryki.: [53, 687, 300, 726]
list-item: 2. J. Epstein, Aleja 20: [1145, 658, 1253, 670]
headline: „Genjalny” kupiec: [80, 512, 273, 537]
table-row: [1143, 1170, 1390, 1184]
table-cell: 23,80: [1321, 1244, 1390, 1258]
issue-number: Nr. 249: [2106, 31, 2180, 52]
right-page: [1127, 21, 2191, 1656]
ad-zenith: [860, 1070, 1097, 1293]
subheadline: Złamał nogę i 4 żebra.: [1972, 266, 2126, 283]
column-rule: [1915, 63, 1917, 1646]
article-col: [1404, 432, 1650, 558]
paragraph: Berlin ma niezwykłą sensację kryminalną. Oto okazało się, że właściciel dwu wielkich magazynów z damską bielizną, bieliźną jest zarazem przywódcą bandy włamywaczy.: [53, 562, 300, 613]
list-item: 18. M. Liberman, Nadrzeczna 90: [1145, 884, 1312, 896]
ad-line: Wiadomość: Mirowska 4.: [897, 734, 1060, 748]
